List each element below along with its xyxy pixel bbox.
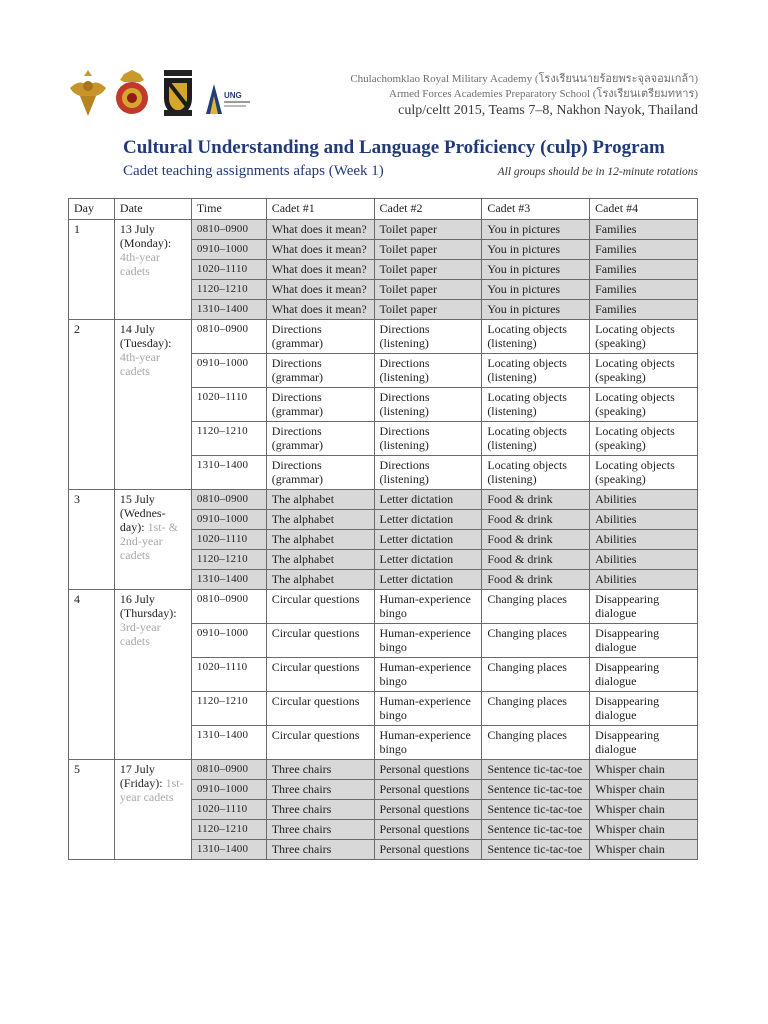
cadet-1-cell: Directions (grammar)	[266, 456, 374, 490]
time-cell: 1310–1400	[191, 570, 266, 590]
cadet-1-cell: Directions (grammar)	[266, 422, 374, 456]
cadet-4-cell: Disappearing dialogue	[590, 726, 698, 760]
cadet-year-label: 4th-year cadets	[119, 350, 160, 378]
date-label: 14 July (Tuesday):	[119, 322, 172, 350]
cadet-2-cell: Personal questions	[374, 800, 482, 820]
time-cell: 0810–0900	[191, 220, 266, 240]
ung-logo-text: UNG	[224, 91, 242, 100]
header-cadet-3: Cadet #3	[482, 199, 590, 220]
cadet-1-cell: The alphabet	[266, 510, 374, 530]
cadet-1-cell: The alphabet	[266, 570, 374, 590]
cadet-4-cell: Disappearing dialogue	[590, 590, 698, 624]
program-location-line: culp/celtt 2015, Teams 7–8, Nakhon Nayok, Thailand	[398, 103, 698, 118]
cadet-3-cell: Sentence tic-tac-toe	[482, 840, 590, 860]
cadet-4-cell: Families	[590, 260, 698, 280]
cadet-3-cell: Locating objects (listening)	[482, 422, 590, 456]
date-label: 15 July (Wednes-day):	[119, 492, 166, 534]
cadet-1-cell: Three chairs	[266, 760, 374, 780]
time-cell: 1020–1110	[191, 388, 266, 422]
table-body	[69, 220, 698, 860]
date-cell	[114, 220, 191, 320]
table-row	[69, 760, 698, 780]
time-cell: 1120–1210	[191, 550, 266, 570]
cadet-year-label: 4th-year cadets	[119, 250, 160, 278]
cadet-1-cell: Circular questions	[266, 658, 374, 692]
cadet-3-cell: You in pictures	[482, 280, 590, 300]
header-cadet-1: Cadet #1	[266, 199, 374, 220]
cadet-3-cell: Sentence tic-tac-toe	[482, 820, 590, 840]
cadet-2-cell: Toilet paper	[374, 240, 482, 260]
cadet-1-cell: The alphabet	[266, 490, 374, 510]
table-row	[69, 590, 698, 624]
cadet-1-cell: What does it mean?	[266, 260, 374, 280]
time-cell: 0910–1000	[191, 354, 266, 388]
cadet-1-cell: What does it mean?	[266, 240, 374, 260]
cadet-4-cell: Whisper chain	[590, 800, 698, 820]
cadet-year-label: 1st-year cadets	[119, 776, 184, 804]
date-cell	[114, 590, 191, 760]
cadet-4-cell: Whisper chain	[590, 760, 698, 780]
time-cell: 1120–1210	[191, 692, 266, 726]
cadet-2-cell: Human-experience bingo	[374, 624, 482, 658]
cadet-4-cell: Locating objects (speaking)	[590, 456, 698, 490]
date-cell	[114, 490, 191, 590]
cadet-1-cell: What does it mean?	[266, 300, 374, 320]
cadet-2-cell: Letter dictation	[374, 510, 482, 530]
time-cell: 1310–1400	[191, 840, 266, 860]
cadet-1-cell: Three chairs	[266, 820, 374, 840]
date-cell	[114, 760, 191, 860]
cadet-1-cell: Circular questions	[266, 590, 374, 624]
time-cell: 1020–1110	[191, 658, 266, 692]
garuda-emblem-logo	[70, 70, 106, 116]
institution-header	[350, 72, 698, 118]
cadet-3-cell: Food & drink	[482, 570, 590, 590]
time-cell: 0910–1000	[191, 624, 266, 658]
table-row	[69, 320, 698, 354]
day-number: 4	[69, 590, 115, 760]
day-number: 1	[69, 220, 115, 320]
cadet-3-cell: Sentence tic-tac-toe	[482, 800, 590, 820]
cadet-2-cell: Directions (listening)	[374, 388, 482, 422]
cadet-2-cell: Personal questions	[374, 760, 482, 780]
day-number: 5	[69, 760, 115, 860]
page-subtitle: Cadet teaching assignments afaps (Week 1)	[123, 163, 384, 179]
cadet-2-cell: Directions (listening)	[374, 320, 482, 354]
cadet-4-cell: Abilities	[590, 490, 698, 510]
table-header-row	[69, 199, 698, 220]
time-cell: 1120–1210	[191, 820, 266, 840]
time-cell: 1120–1210	[191, 422, 266, 456]
cadet-4-cell: Locating objects (speaking)	[590, 422, 698, 456]
cadet-4-cell: Families	[590, 220, 698, 240]
header-time: Time	[191, 199, 266, 220]
cadet-3-cell: Changing places	[482, 658, 590, 692]
cadet-4-cell: Whisper chain	[590, 840, 698, 860]
time-cell: 0910–1000	[191, 780, 266, 800]
time-cell: 1310–1400	[191, 456, 266, 490]
cadet-4-cell: Locating objects (speaking)	[590, 354, 698, 388]
crma-crest-logo	[116, 70, 148, 114]
cadet-2-cell: Human-experience bingo	[374, 590, 482, 624]
cadet-1-cell: Three chairs	[266, 840, 374, 860]
cadet-1-cell: Directions (grammar)	[266, 320, 374, 354]
ung-logo	[206, 84, 250, 114]
cadet-4-cell: Abilities	[590, 510, 698, 530]
cadet-1-cell: Circular questions	[266, 692, 374, 726]
time-cell: 0810–0900	[191, 320, 266, 354]
institution-line-afaps: Armed Forces Academies Preparatory School (โรงเรียนเตรียมทหาร)	[389, 88, 698, 100]
time-cell: 1020–1110	[191, 530, 266, 550]
cadet-3-cell: Sentence tic-tac-toe	[482, 780, 590, 800]
table-row	[69, 220, 698, 240]
cadet-4-cell: Families	[590, 240, 698, 260]
header-cadet-4: Cadet #4	[590, 199, 698, 220]
cadet-1-cell: Circular questions	[266, 624, 374, 658]
cadet-3-cell: You in pictures	[482, 220, 590, 240]
cadet-year-label: 3rd-year cadets	[119, 620, 161, 648]
rotation-note: All groups should be in 12-minute rotations	[497, 166, 698, 178]
time-cell: 0810–0900	[191, 760, 266, 780]
cadet-3-cell: Locating objects (listening)	[482, 320, 590, 354]
logo-strip	[66, 70, 256, 118]
header-cadet-2: Cadet #2	[374, 199, 482, 220]
cadet-4-cell: Families	[590, 280, 698, 300]
shield-crest-logo	[164, 70, 192, 116]
cadet-4-cell: Locating objects (speaking)	[590, 388, 698, 422]
cadet-2-cell: Personal questions	[374, 840, 482, 860]
cadet-3-cell: Locating objects (listening)	[482, 456, 590, 490]
cadet-year-label: 1st- & 2nd-year cadets	[119, 520, 178, 562]
cadet-2-cell: Human-experience bingo	[374, 658, 482, 692]
cadet-4-cell: Abilities	[590, 550, 698, 570]
cadet-3-cell: Food & drink	[482, 490, 590, 510]
cadet-2-cell: Directions (listening)	[374, 354, 482, 388]
cadet-4-cell: Whisper chain	[590, 820, 698, 840]
time-cell: 0810–0900	[191, 590, 266, 624]
cadet-1-cell: The alphabet	[266, 530, 374, 550]
cadet-1-cell: Directions (grammar)	[266, 354, 374, 388]
cadet-3-cell: Locating objects (listening)	[482, 388, 590, 422]
date-cell	[114, 320, 191, 490]
table-row	[69, 490, 698, 510]
day-number: 2	[69, 320, 115, 490]
time-cell: 0910–1000	[191, 510, 266, 530]
cadet-1-cell: The alphabet	[266, 550, 374, 570]
cadet-2-cell: Letter dictation	[374, 570, 482, 590]
cadet-2-cell: Toilet paper	[374, 280, 482, 300]
cadet-2-cell: Directions (listening)	[374, 422, 482, 456]
cadet-3-cell: Sentence tic-tac-toe	[482, 760, 590, 780]
cadet-3-cell: Food & drink	[482, 510, 590, 530]
date-label: 16 July (Thursday):	[119, 592, 177, 620]
cadet-1-cell: What does it mean?	[266, 280, 374, 300]
cadet-4-cell: Abilities	[590, 530, 698, 550]
cadet-3-cell: You in pictures	[482, 260, 590, 280]
cadet-3-cell: You in pictures	[482, 300, 590, 320]
cadet-2-cell: Toilet paper	[374, 300, 482, 320]
institution-line-crma: Chulachomklao Royal Military Academy (โรงเรียนนายร้อยพระจุลจอมเกล้า)	[350, 73, 698, 85]
page-title: Cultural Understanding and Language Proficiency (culp) Program	[123, 137, 665, 158]
cadet-2-cell: Letter dictation	[374, 550, 482, 570]
time-cell: 0910–1000	[191, 240, 266, 260]
cadet-4-cell: Locating objects (speaking)	[590, 320, 698, 354]
header-date: Date	[114, 199, 191, 220]
cadet-2-cell: Letter dictation	[374, 530, 482, 550]
cadet-2-cell: Toilet paper	[374, 220, 482, 240]
time-cell: 0810–0900	[191, 490, 266, 510]
date-label: 13 July (Monday):	[119, 222, 172, 250]
cadet-1-cell: What does it mean?	[266, 220, 374, 240]
time-cell: 1020–1110	[191, 260, 266, 280]
cadet-4-cell: Whisper chain	[590, 780, 698, 800]
cadet-2-cell: Personal questions	[374, 780, 482, 800]
cadet-2-cell: Human-experience bingo	[374, 726, 482, 760]
time-cell: 1310–1400	[191, 726, 266, 760]
time-cell: 1020–1110	[191, 800, 266, 820]
time-cell: 1310–1400	[191, 300, 266, 320]
cadet-4-cell: Disappearing dialogue	[590, 658, 698, 692]
cadet-3-cell: You in pictures	[482, 240, 590, 260]
cadet-2-cell: Directions (listening)	[374, 456, 482, 490]
assignment-table	[68, 198, 698, 860]
day-number: 3	[69, 490, 115, 590]
cadet-3-cell: Food & drink	[482, 530, 590, 550]
cadet-3-cell: Changing places	[482, 692, 590, 726]
cadet-3-cell: Locating objects (listening)	[482, 354, 590, 388]
cadet-1-cell: Three chairs	[266, 780, 374, 800]
cadet-2-cell: Letter dictation	[374, 490, 482, 510]
cadet-1-cell: Directions (grammar)	[266, 388, 374, 422]
cadet-4-cell: Abilities	[590, 570, 698, 590]
cadet-3-cell: Changing places	[482, 726, 590, 760]
cadet-3-cell: Changing places	[482, 624, 590, 658]
cadet-2-cell: Toilet paper	[374, 260, 482, 280]
cadet-4-cell: Disappearing dialogue	[590, 692, 698, 726]
cadet-4-cell: Families	[590, 300, 698, 320]
date-label: 17 July (Friday):	[119, 762, 163, 790]
cadet-2-cell: Human-experience bingo	[374, 692, 482, 726]
header-day: Day	[69, 199, 115, 220]
cadet-3-cell: Food & drink	[482, 550, 590, 570]
cadet-4-cell: Disappearing dialogue	[590, 624, 698, 658]
cadet-1-cell: Circular questions	[266, 726, 374, 760]
time-cell: 1120–1210	[191, 280, 266, 300]
cadet-3-cell: Changing places	[482, 590, 590, 624]
cadet-2-cell: Personal questions	[374, 820, 482, 840]
cadet-1-cell: Three chairs	[266, 800, 374, 820]
